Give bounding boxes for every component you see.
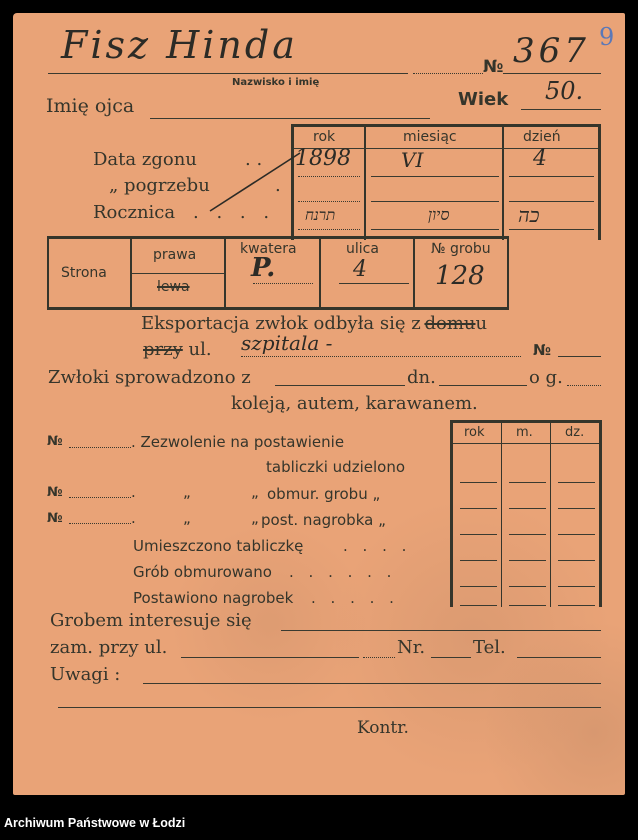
dzien-line-3 <box>509 229 594 230</box>
card-number-handwritten: 367 <box>513 31 590 71</box>
rok-line-3 <box>298 229 360 230</box>
tel-field <box>517 657 601 658</box>
registry-card <box>13 13 625 795</box>
permits-col-rok: rok <box>464 425 485 440</box>
row-burial-date-label: „ pogrzebu <box>109 175 210 196</box>
permits-col-m: m. <box>516 425 533 440</box>
og-field <box>567 385 601 386</box>
col-miesiac: miesiąc <box>403 129 457 145</box>
permit-2-number-label: № <box>47 485 63 500</box>
permit-2-ditto-2: „ <box>251 483 259 501</box>
permit-3-number-label: № <box>47 511 63 526</box>
tombstone-placed-dots: . . . . . <box>311 589 399 607</box>
permit-1-number-label: № <box>47 434 63 449</box>
interested-label: Grobem interesuje się <box>50 610 252 631</box>
miesiac-line-2 <box>371 201 499 202</box>
transport-means: koleją, autem, karawanem. <box>231 393 478 414</box>
export-street-field <box>241 356 521 357</box>
permits-row-line <box>460 482 497 483</box>
anniversary-year: תרנח <box>305 206 336 224</box>
side-split-rule <box>132 273 224 274</box>
og-label: o g. <box>529 367 563 388</box>
col-dzien: dzień <box>523 129 561 145</box>
transport-from-field <box>275 385 405 386</box>
permits-row-line <box>509 482 546 483</box>
permits-row-line <box>460 560 497 561</box>
col-rok: rok <box>313 129 336 145</box>
quarter-label: kwatera <box>240 241 297 257</box>
dates-col-divider-1 <box>364 127 366 240</box>
miesiac-line-3 <box>371 229 499 230</box>
archive-credit: Archiwum Państwowe w Łodzi <box>4 816 186 830</box>
plaque-placed-dots: . . . . <box>343 537 412 555</box>
permit-3-tail: post. nagrobka „ <box>261 511 386 529</box>
side-right: prawa <box>153 247 197 263</box>
permit-2-dot: . <box>131 483 136 501</box>
permits-row-line <box>460 508 497 509</box>
permit-2-tail: obmur. grobu „ <box>267 485 381 503</box>
number-label: № <box>483 57 504 77</box>
control-label: Kontr. <box>357 718 409 738</box>
tombstone-placed-label: Postawiono nagrobek <box>133 589 294 607</box>
permits-row-line <box>558 508 595 509</box>
anniversary-day: כה <box>518 203 540 227</box>
permit-3-ditto-2: „ <box>251 509 259 527</box>
location-table-bottom <box>47 307 509 310</box>
permits-table-left <box>450 420 453 607</box>
quarter-line <box>253 283 313 284</box>
surname-name-handwritten: Fisz Hinda <box>61 23 298 67</box>
przy-struck: przy <box>143 339 183 360</box>
handwritten-diagonal-stroke <box>208 151 303 213</box>
export-number-field <box>558 356 601 357</box>
export-number-label: № <box>533 341 552 359</box>
dates-table-top-border <box>291 124 601 127</box>
permits-row-line <box>558 482 595 483</box>
permits-header-rule <box>453 443 599 444</box>
permit-1-number-field <box>69 447 131 448</box>
loc-div-4 <box>413 238 415 307</box>
permits-div-1 <box>501 423 502 607</box>
permits-table-right <box>599 420 602 607</box>
permit-2-ditto-1: „ <box>183 483 191 501</box>
notes-label: Uwagi : <box>50 664 121 685</box>
miesiac-line-1 <box>371 176 499 177</box>
dates-col-divider-2 <box>502 127 504 240</box>
transport-label: Zwłoki sprowadzono z <box>48 367 251 388</box>
permit-2-number-field <box>69 497 131 498</box>
grave-walled-dots: . . . . . . <box>289 563 397 581</box>
address-number-lead <box>363 657 395 658</box>
grave-walled-label: Grób obmurowano <box>133 563 272 581</box>
export-street-handwritten: szpitala - <box>241 331 333 355</box>
permit-3-dot: . <box>131 509 136 527</box>
loc-div-2 <box>224 238 226 307</box>
permits-row-line <box>509 508 546 509</box>
permits-row-line <box>460 586 497 587</box>
father-name-label: Imię ojca <box>46 95 135 117</box>
permit-3-number-field <box>69 523 131 524</box>
notes-field-2 <box>58 707 601 708</box>
permits-row-line <box>558 586 595 587</box>
death-month: VI <box>401 148 424 172</box>
dzien-line-1 <box>509 176 594 177</box>
przy-ul-line <box>143 339 212 360</box>
location-table-top <box>47 236 509 239</box>
surname-name-label: Nazwisko i imię <box>232 77 320 88</box>
death-day: 4 <box>533 146 547 171</box>
age-label: Wiek <box>458 89 509 110</box>
export-domu-end: u <box>475 313 488 334</box>
street-line <box>339 283 409 284</box>
name-underline-dotted <box>413 73 483 74</box>
address-field <box>181 657 359 658</box>
permits-col-dz: dz. <box>565 425 585 440</box>
row-death-date-dots: . . <box>245 149 263 170</box>
card-number-superscript: 9 <box>599 23 615 51</box>
row-burial-date-dots: . <box>275 175 281 196</box>
plaque-placed-label: Umieszczono tabliczkę <box>133 537 304 555</box>
permits-row-line <box>509 605 546 606</box>
permits-row-line <box>460 605 497 606</box>
permits-row-line <box>509 586 546 587</box>
dn-field <box>439 385 527 386</box>
permits-row-line <box>558 605 595 606</box>
tel-label: Tel. <box>473 637 506 658</box>
dzien-line-2 <box>509 201 594 202</box>
row-anniversary-label: Rocznica <box>93 202 176 223</box>
nr-label: Nr. <box>397 637 426 658</box>
permits-row-line <box>509 560 546 561</box>
row-death-date-label: Data zgonu <box>93 149 197 170</box>
dates-table-right-border <box>598 124 601 240</box>
permits-row-line <box>460 534 497 535</box>
notes-field-1 <box>143 683 601 684</box>
location-table-right <box>507 236 509 309</box>
row-anniversary-dots: . . . . <box>193 202 276 223</box>
age-handwritten: 50. <box>545 77 584 105</box>
side-left-struck: lewa <box>157 279 190 295</box>
export-text: Eksportacja zwłok odbyła się z <box>141 313 421 334</box>
address-label: zam. przy ul. <box>50 637 168 658</box>
dn-label: dn. <box>407 367 436 388</box>
permits-row-line <box>509 534 546 535</box>
death-year: 1898 <box>295 146 351 171</box>
side-label: Strona <box>61 265 107 281</box>
name-underline <box>48 73 408 74</box>
permit-1-text2: tabliczki udzielono <box>266 458 405 476</box>
street-value: 4 <box>353 257 367 282</box>
location-table-left <box>47 236 49 309</box>
father-name-field <box>150 118 430 119</box>
quarter-value: P. <box>251 253 276 283</box>
number-underline <box>503 73 601 74</box>
permits-row-line <box>558 534 595 535</box>
street-label: ulica <box>346 241 379 257</box>
rok-line-1 <box>298 176 360 177</box>
nr-field <box>431 657 471 658</box>
anniversary-month: סיון <box>428 205 450 224</box>
permits-row-line <box>558 560 595 561</box>
permit-3-ditto-1: „ <box>183 509 191 527</box>
export-domu-struck: domu <box>424 313 476 334</box>
interested-field <box>281 630 601 631</box>
permits-table-top <box>450 420 602 423</box>
ul-label: ul. <box>188 339 212 360</box>
age-field <box>521 109 601 110</box>
permits-div-2 <box>550 423 551 607</box>
grave-no-value: 128 <box>435 261 485 291</box>
grave-no-label: № grobu <box>431 241 491 257</box>
rok-line-2 <box>298 201 360 202</box>
permit-1-text: . Zezwolenie na postawienie <box>131 433 345 451</box>
loc-div-3 <box>319 238 321 307</box>
